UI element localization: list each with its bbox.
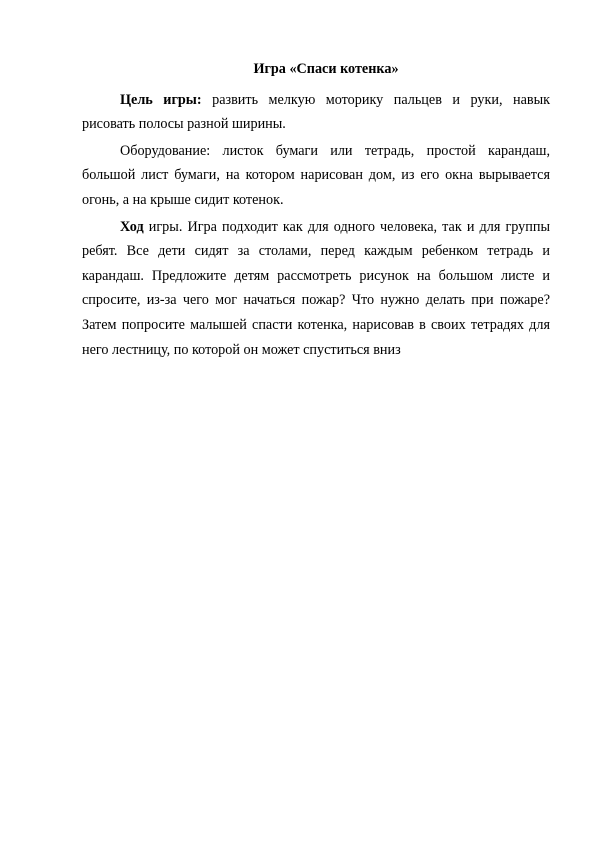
procedure-text: игры. Игра подходит как для одного человека, так и для группы ребят. Все дети сидят за столами, перед каждым ребенком тетрадь и карандаш. Предложите детям рассмотреть рисунок на большом листе и спросите, из-за чего мог начаться пожар? Что нужно делать при пожаре? Затем попросите малышей спасти котенка, нарисовав в своих тетрадях для него лестницу, по которой он может спуститься вниз [82,218,550,358]
document-content [82,57,550,364]
equipment-paragraph [82,139,550,213]
equipment-text: Оборудование: листок бумаги или тетрадь, простой карандаш, большой лист бумаги, на котором нарисован дом, из его окна вырывается огонь, а на крыше сидит котенок. [82,142,550,208]
procedure-label: Ход [120,218,144,235]
goal-text: развить мелкую моторику пальцев и руки, навык рисовать полосы разной ширины. [82,91,551,133]
document-title: Игра «Спаси котенка» [253,61,399,77]
goal-paragraph [82,88,550,137]
procedure-paragraph [82,215,550,363]
goal-label: Цель игры: [120,91,202,108]
